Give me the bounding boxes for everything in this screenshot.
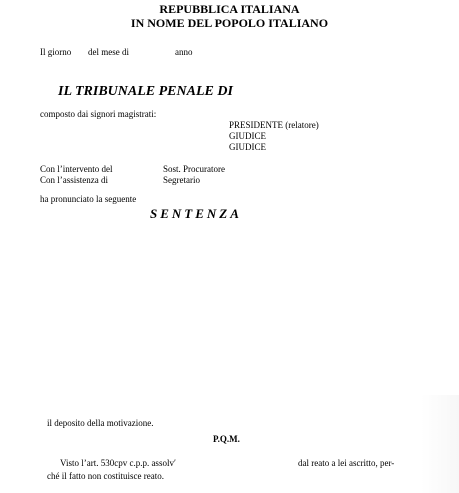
dispositivo-line2: ché il fatto non costituisce reato. [47,471,164,481]
header-republic: REPUBBLICA ITALIANA [159,2,300,16]
composto-label: composto dai signori magistrati: [40,109,157,119]
assistenza-label: Con l’assistenza di [40,175,108,185]
magistrate-judge-1: GIUDICE [229,131,266,141]
magistrate-judge-2: GIUDICE [229,142,266,152]
header-people: IN NOME DEL POPOLO ITALIANO [130,16,329,30]
scan-shadow [421,395,459,493]
intervento-label: Con l’intervento del [40,164,113,174]
date-day-label: Il giorno [40,47,72,57]
pqm-heading: P.Q.M. [213,434,240,444]
intervento-role: Sost. Procuratore [163,164,225,174]
tribunale-title: IL TRIBUNALE PENALE DI [58,84,233,99]
assistenza-role: Segretario [163,175,200,185]
sentenza-title: SENTENZA [150,206,242,221]
dispositivo-part2: dal reato a lei ascritto, per- [298,458,395,468]
deposito-text: il deposito della motivazione. [47,418,154,428]
date-year-label: anno [175,47,193,57]
pronunciato-label: ha pronunciato la seguente [40,194,137,204]
magistrate-president: PRESIDENTE (relatore) [229,120,319,130]
dispositivo-part1: Visto l’art. 530cpv c.p.p. assolv′ [60,458,176,468]
date-month-label: del mese di [88,47,129,57]
